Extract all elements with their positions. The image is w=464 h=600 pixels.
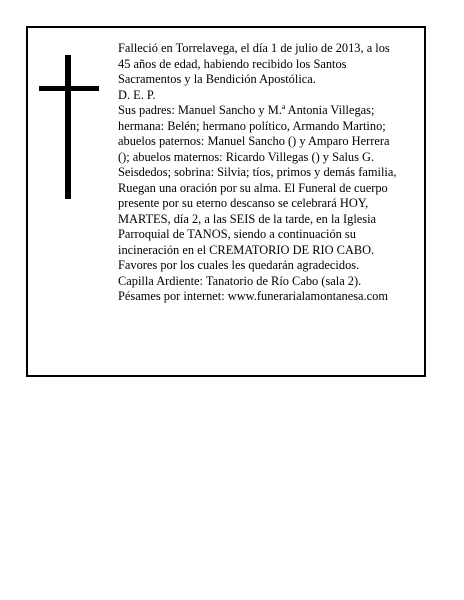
text-line: Parroquial de TANOS, siendo a continuación su [118, 227, 356, 241]
cross-vertical-bar [65, 55, 71, 199]
cross-horizontal-bar [39, 86, 99, 91]
text-line: hermana: Belén; hermano político, Armando Martino; [118, 118, 386, 133]
cross-icon [39, 55, 99, 199]
obituary-text [118, 41, 418, 305]
text-line: Seisdedos; sobrina: Silvia; tíos, primos y demás familia, [118, 165, 397, 179]
text-line: incineración en el CREMATORIO DE RIO CABO. [118, 242, 375, 257]
text-line: Sus padres: Manuel Sancho y M.ª Antonia Villegas; [118, 103, 375, 117]
text-line: 45 años de edad, habiendo recibido los Santos [118, 56, 347, 71]
text-line: Sacramentos y la Bendición Apostólica. [118, 72, 316, 86]
condolences-website-line: Pésames por internet: www.funerarialamontanesa.com [118, 289, 388, 303]
text-line: abuelos paternos: Manuel Sancho () y Amparo Herrera [118, 134, 390, 148]
text-line: MARTES, día 2, a las SEIS de la tarde, en la Iglesia [118, 211, 377, 226]
text-line: Ruegan una oración por su alma. El Funeral de cuerpo [118, 180, 388, 195]
text-line: presente por su eterno descanso se celebrará HOY, [118, 196, 369, 210]
funeral-chapel-line: Capilla Ardiente: Tanatorio de Río Cabo (sala 2). [118, 273, 362, 288]
obituary-notice-frame [26, 26, 426, 377]
text-line: Favores por los cuales les quedarán agradecidos. [118, 258, 360, 272]
rest-in-peace-line: D. E. P. [118, 87, 156, 102]
text-line: (); abuelos maternos: Ricardo Villegas () y Salus G. [118, 149, 375, 164]
text-line: Falleció en Torrelavega, el día 1 de julio de 2013, a los [118, 41, 390, 55]
